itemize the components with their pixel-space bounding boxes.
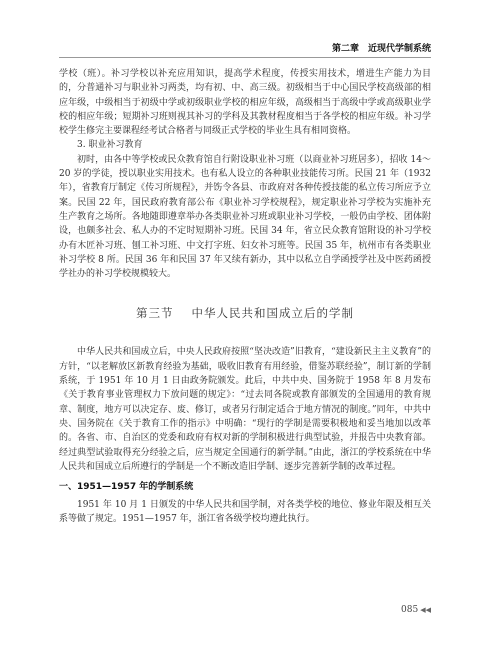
- page-body: [59, 67, 431, 527]
- paragraph-vocational-history: 初时，由各中等学校或民众教育馆自行附设职业补习班（以商业补习班居多），招收 14～20 岁的学徒，授以职业实用技术。也有私人设立的各种职业技能传习所。民国 21 年（1932 年），省教育厅制定《传习所规程》，并饬令各县、市政府对各种传授技能的私立传习所应予立案。民国 22 年，国民政府教育部公布《职业补习学校规程》，规定职业补习学校为实施补充生产教育之场所。各地随即遵章举办各类职业补习班或职业补习学校，一般仍由学校、团体附设，也颇多社会、私人办的不定时短期补习班。民国 34 年，省立民众教育馆附设的补习学校办有木匠补习班、刨工补习班、中文打字班、妇女补习班等。民国 35 年，杭州市有各类职业补习学校 8 所。民国 36 年和民国 37 年又续有新办，其中以私立自学函授学社及中医药函授学社办的补习学校规模较大。: [59, 154, 431, 280]
- page-number-value: 085: [401, 605, 419, 615]
- header-rule: [59, 57, 431, 58]
- section-number: 第三节: [136, 306, 174, 321]
- subsection-heading: 一、1951—1957 年的学制系统: [59, 482, 194, 493]
- running-header: 第二章 近现代学制系统: [331, 44, 431, 54]
- page-number-mark: ◀◀: [420, 606, 431, 614]
- paragraph-1951-school-system: 1951 年 10 月 1 日颁发的中华人民共和国学制，对各类学校的地位、修业年限及相互关系等做了规定。1951—1957 年，浙江省各级学校均遵此执行。: [59, 500, 431, 525]
- page-number: [401, 605, 431, 615]
- section-title: 中华人民共和国成立后的学制: [191, 306, 354, 321]
- section-heading: [59, 305, 431, 321]
- paragraph-prc-education-policy: 中华人民共和国成立后，中央人民政府按照“坚决改造”旧教育，“建设新民主主义教育”的方针，“以老解放区新教育经验为基础，吸收旧教育有用经验，借鉴苏联经验”，制订新的学制系统，于 1951 年 10 月 1 日由政务院颁发。此后，中共中央、国务院于 1958 年 8 月发布《关于教育事业管理权力下放问题的规定》：“过去同各院或教育部颁发的全国通用的教育规章、制度，地方可以决定存、废、修订，或者另行制定适合于地方情况的制度。”同年，中共中央、国务院在《关于教育工作的指示》中明确：“现行的学制是需要积极地和妥当地加以改革的。各省、市、自治区的党委和政府有权对新的学制积极进行典型试验，并报告中央教育部。经过典型试验取得充分经验之后，应当规定全国通行的新学制。”由此，浙江的学校系统在中华人民共和国成立后所遵行的学制是一个不断改造旧学制、逐步完善新学制的改革过程。: [59, 347, 431, 472]
- subhead-vocational-supplementary-education: 3. 职业补习教育: [77, 140, 143, 151]
- paragraph-supplementary-schools: 学校（班）。补习学校以补充应用知识，提高学术程度，传授实用技术，增进生产能力为目的，分普通补习与职业补习两类，均有初、中、高三级。初级相当于中心国民学校高级部的相应年级，中级相当于初级中学或初级职业学校的相应年级，高级相当于高级中学或高级职业学校的相应年级；短期补习班则视其补习的学科及其教材程度相当于各学校的相应年级。补习学校学生修完主要课程经考试合格者与同级正式学校的毕业生具有相同资格。: [59, 69, 431, 137]
